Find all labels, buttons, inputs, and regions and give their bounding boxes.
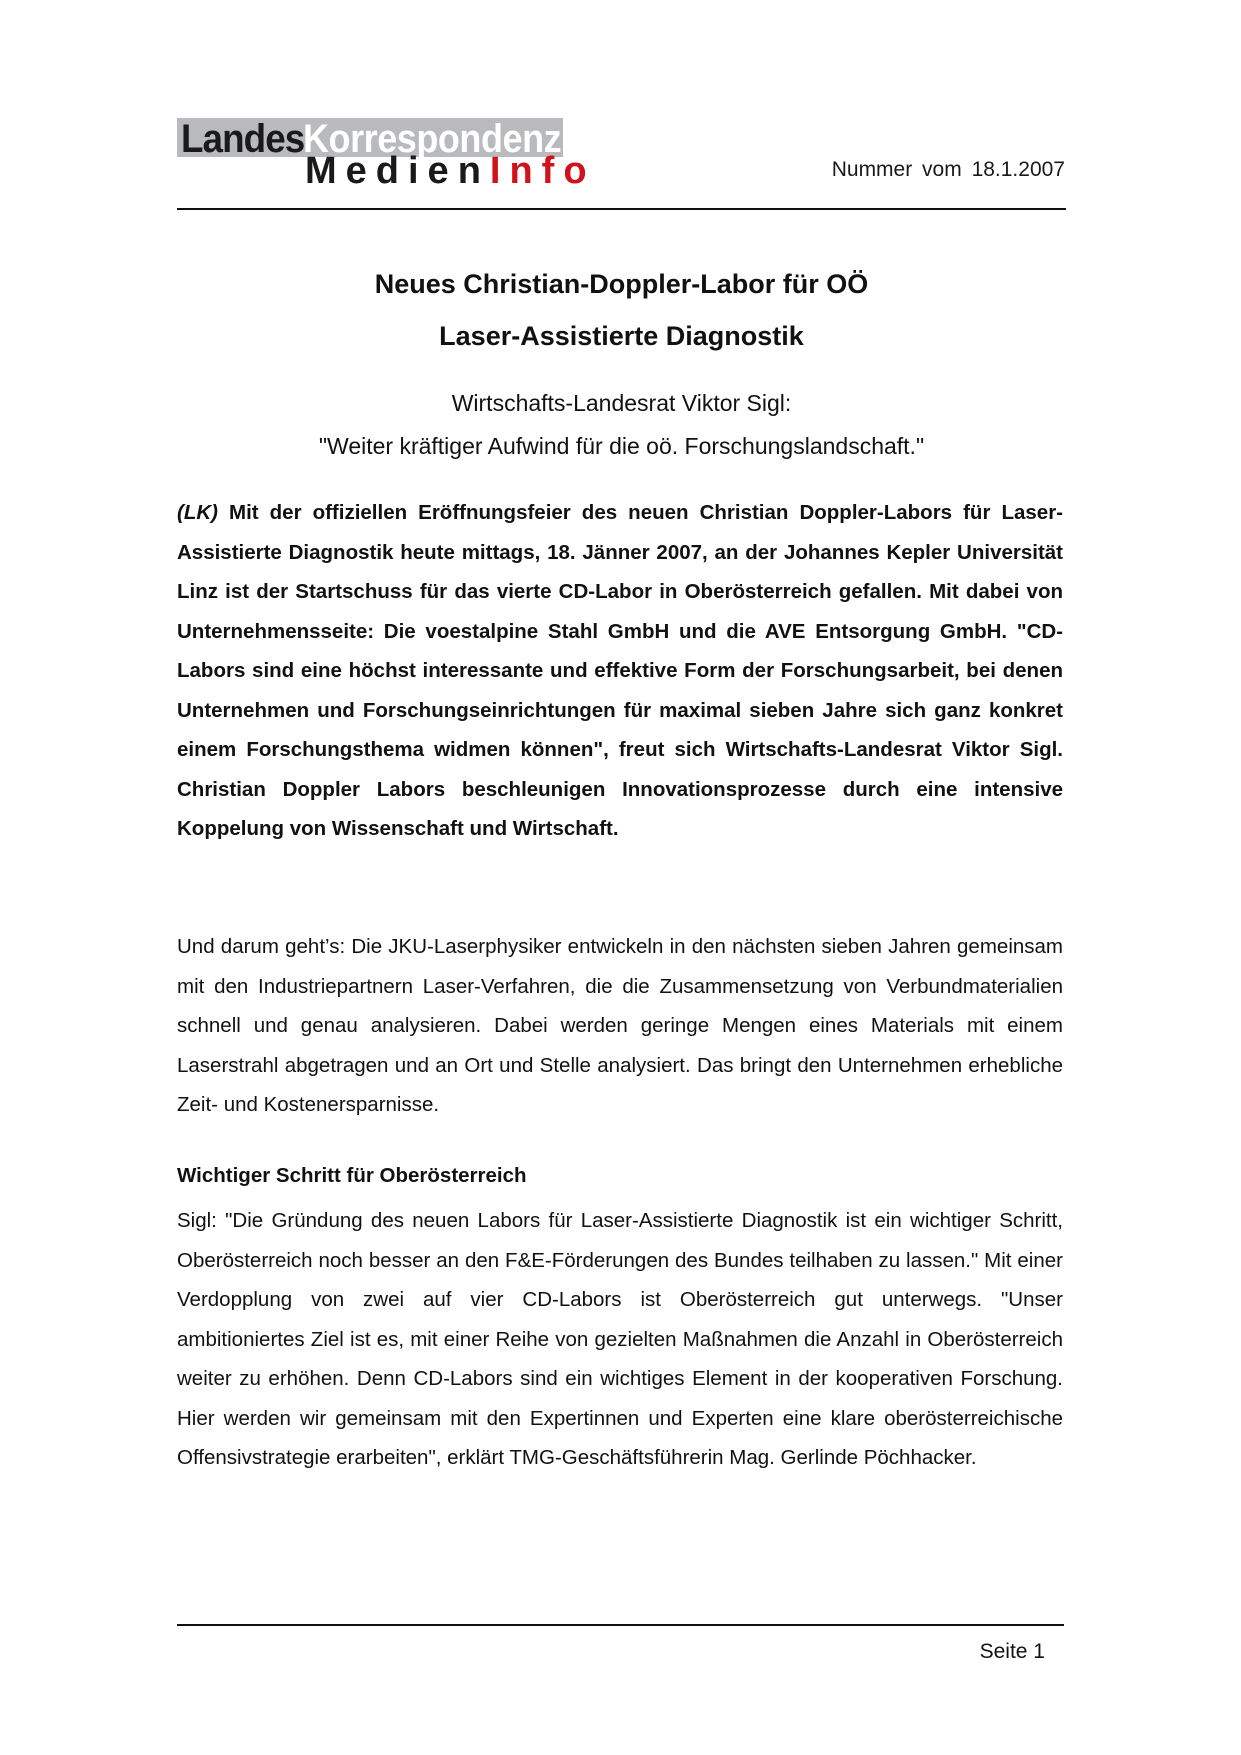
section-heading: Wichtiger Schritt für Oberösterreich <box>177 1164 527 1187</box>
headline-subtitle: Laser-Assistierte Diagnostik <box>439 321 804 351</box>
issue-date: Nummer vom 18.1.2007 <box>831 158 1065 181</box>
header-rule <box>177 208 1066 210</box>
headline-block <box>177 258 1066 468</box>
page-number: Seite 1 <box>979 1640 1045 1663</box>
quote-attribution: Wirtschafts-Landesrat Viktor Sigl: <box>451 390 792 416</box>
logo-medien-text: Medien <box>305 150 490 192</box>
body-paragraph-2: Und darum geht’s: Die JKU-Laserphysiker entwickeln in den nächsten sieben Jahren gemeinsam mit den Industriepartnern Laser-Verfahren, die die Zusammensetzung von Verbundmaterialien schnell und genau analysieren. Dabei werden geringe Mengen eines Materials mit einem Laserstrahl abgetragen und an Ort und Stelle analysiert. Das bringt den Unternehmen erhebliche Zeit- und Kostenersparnisse. <box>177 935 1063 1116</box>
lead-paragraph <box>177 493 1063 849</box>
logo-word-landes: Landes <box>181 117 305 161</box>
lead-text: Mit der offiziellen Eröffnungsfeier des neuen Christian Doppler-Labors für Laser-Assistierte Diagnostik heute mittags, 18. Jänner 2007, an der Johannes Kepler Universität Linz ist der Startschuss für das vierte CD-Labor in Oberösterreich gefallen. Mit dabei von Unternehmensseite: Die voestalpine Stahl GmbH und die AVE Entsorgung GmbH. "CD-Labors sind eine höchst interessante und effektive Form der Forschungsarbeit, bei denen Unternehmen und Forschungseinrichtungen für maximal sieben Jahre sich ganz konkret einem Forschungsthema widmen können", freut sich Wirtschafts-Landesrat Viktor Sigl. Christian Doppler Labors beschleunigen Innovationsprozesse durch eine intensive Koppelung von Wissenschaft und Wirtschaft. <box>177 501 1063 840</box>
logo-word-medien <box>305 150 596 193</box>
landeskorrespondenz-logo <box>177 117 596 192</box>
logo-word-korrespondenz: Korrespondenz <box>303 117 562 161</box>
headline-quote: "Weiter kräftiger Aufwind für die oö. Forschungslandschaft." <box>318 433 925 459</box>
body-paragraph-3: Sigl: "Die Gründung des neuen Labors für Laser-Assistierte Diagnostik ist ein wichtiger Schritt, Oberösterreich noch besser an den F&E-Förderungen des Bundes teilhaben zu lassen." Mit einer Verdopplung von zwei auf vier CD-Labors ist Oberösterreich gut unterwegs. "Unser ambitioniertes Ziel ist es, mit einer Reihe von gezielten Maßnahmen die Anzahl in Oberösterreich weiter zu erhöhen. Denn CD-Labors sind ein wichtiges Element in der kooperativen Forschung. Hier werden wir gemeinsam mit den Expertinnen und Experten eine klare oberösterreichische Offensivstrategie erarbeiten", erklärt TMG-Geschäftsführerin Mag. Gerlinde Pöchhacker. <box>177 1209 1063 1469</box>
logo-word-info: Info <box>489 150 596 192</box>
lead-source-tag: (LK) <box>177 501 218 524</box>
footer-rule <box>177 1624 1064 1626</box>
headline-title: Neues Christian-Doppler-Labor für OÖ <box>374 269 869 299</box>
